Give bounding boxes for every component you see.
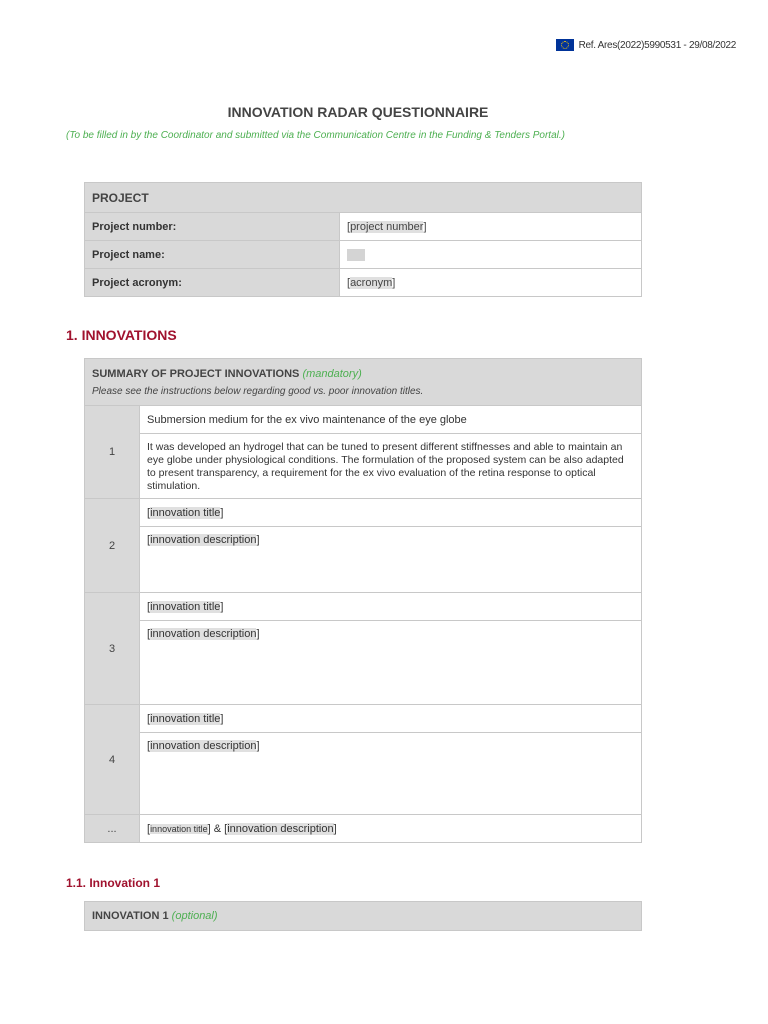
more-innovations-field[interactable]: [innovation title] & [innovation description] bbox=[140, 815, 642, 843]
ampersand: & bbox=[213, 822, 222, 835]
innovation-title-placeholder: innovation title bbox=[150, 506, 221, 519]
innovation-title-placeholder: innovation title bbox=[150, 712, 221, 725]
table-row bbox=[85, 499, 642, 527]
project-acronym-field[interactable]: [acronym] bbox=[340, 269, 642, 297]
table-row bbox=[85, 621, 642, 705]
optional-tag: (optional) bbox=[171, 910, 218, 922]
document-title: INNOVATION RADAR QUESTIONNAIRE bbox=[227, 104, 489, 120]
innovation-1-header bbox=[85, 902, 642, 931]
mandatory-tag: (mandatory) bbox=[302, 367, 362, 380]
project-name-label: Project name: bbox=[85, 241, 340, 269]
project-number-field[interactable]: [project number] bbox=[340, 213, 642, 241]
table-row bbox=[85, 406, 642, 434]
innovations-summary-table bbox=[84, 358, 642, 843]
summary-instructions-note: Please see the instructions below regarding good vs. poor innovation titles. bbox=[92, 385, 424, 397]
innovation-description-field[interactable] bbox=[140, 434, 642, 499]
table-row bbox=[85, 815, 642, 843]
innovation-description-placeholder: innovation description bbox=[150, 740, 257, 752]
project-table-header: PROJECT bbox=[85, 183, 642, 213]
project-acronym-value: acronym bbox=[350, 276, 393, 289]
innovation-number: 1 bbox=[85, 406, 140, 499]
project-acronym-label: Project acronym: bbox=[85, 269, 340, 297]
table-row bbox=[85, 434, 642, 499]
innovation-number: 2 bbox=[85, 499, 140, 593]
table-row bbox=[85, 269, 642, 297]
table-row bbox=[85, 241, 642, 269]
project-name-value bbox=[347, 249, 365, 261]
innovation-title-text: Submersion medium for the ex vivo maintenance of the eye globe bbox=[147, 413, 467, 426]
reference-text: Ref. Ares(2022)5990531 - 29/08/2022 bbox=[578, 39, 736, 51]
section-heading-innovation-1: 1.1. Innovation 1 bbox=[66, 876, 161, 890]
section-heading-innovations: 1. INNOVATIONS bbox=[66, 327, 177, 343]
table-row bbox=[85, 705, 642, 733]
innovation-description-text: It was developed an hydrogel that can be tuned to present different stiffnesses and able to maintain an eye globe under physiological conditions. The formulation of the proposed system can be also adapted to present transparency, a requirement for the ex vivo evaluation of the retina response to optical stimulation. bbox=[147, 441, 624, 492]
innovation-description-field[interactable]: [innovation description] bbox=[140, 621, 642, 705]
innovation-title-field[interactable]: [innovation title] bbox=[140, 593, 642, 621]
project-number-label: Project number: bbox=[85, 213, 340, 241]
summary-table-header bbox=[85, 359, 642, 406]
innovation-title-field[interactable] bbox=[140, 406, 642, 434]
project-table bbox=[84, 182, 642, 297]
project-name-field[interactable] bbox=[340, 241, 642, 269]
reference-stamp bbox=[556, 39, 736, 51]
innovation-number: 3 bbox=[85, 593, 140, 705]
innovation-description-placeholder: innovation description bbox=[227, 822, 334, 835]
project-number-value: project number bbox=[350, 220, 424, 233]
more-innovations-marker: ... bbox=[85, 815, 140, 843]
document-subtitle: (To be filled in by the Coordinator and submitted via the Communication Centre in the Funding & Tenders Portal.) bbox=[66, 130, 565, 141]
innovation-title-placeholder: innovation title bbox=[150, 823, 208, 834]
eu-flag-icon bbox=[556, 39, 574, 51]
table-row bbox=[85, 733, 642, 815]
innovation-title-field[interactable]: [innovation title] bbox=[140, 499, 642, 527]
table-row bbox=[85, 213, 642, 241]
table-row bbox=[85, 527, 642, 593]
innovation-1-label: INNOVATION 1 bbox=[92, 910, 169, 922]
innovation-title-placeholder: innovation title bbox=[150, 600, 221, 613]
innovation-1-table bbox=[84, 901, 642, 931]
innovation-title-field[interactable]: [innovation title] bbox=[140, 705, 642, 733]
innovation-description-placeholder: innovation description bbox=[150, 628, 257, 640]
innovation-description-placeholder: innovation description bbox=[150, 534, 257, 546]
innovation-description-field[interactable]: [innovation description] bbox=[140, 733, 642, 815]
table-row bbox=[85, 593, 642, 621]
innovation-number: 4 bbox=[85, 705, 140, 815]
summary-header-label: SUMMARY OF PROJECT INNOVATIONS bbox=[92, 367, 300, 380]
innovation-description-field[interactable]: [innovation description] bbox=[140, 527, 642, 593]
